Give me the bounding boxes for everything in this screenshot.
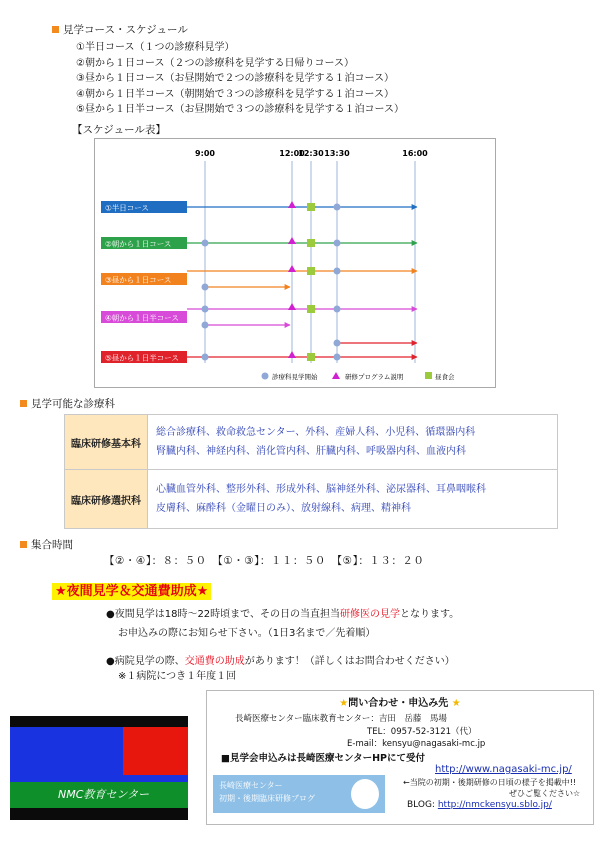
night-visit-note: お申込みの際にお知らせ下さい。（1日3名まで／先着順） bbox=[118, 628, 376, 639]
course-label-1: ①半日コース bbox=[105, 203, 149, 213]
program-marker-icon bbox=[288, 201, 296, 208]
visit-marker-icon bbox=[202, 354, 209, 361]
time-label: 9:00 bbox=[195, 149, 215, 158]
orange-square-icon bbox=[20, 541, 27, 548]
program-marker-icon bbox=[288, 265, 296, 272]
course-list bbox=[76, 40, 404, 118]
night-visit-text: ●夜間見学は18時～22時頃まで、その日の当直担当研修医の見学となります。 bbox=[106, 609, 460, 620]
course-item: ①半日コース（１つの診療科見学） bbox=[76, 42, 235, 53]
hp-link[interactable]: http://www.nagasaki-mc.jp/ bbox=[435, 764, 572, 775]
contact-title: ★問い合わせ・申込み先 ★ bbox=[339, 698, 461, 709]
time-label: 16:00 bbox=[402, 149, 428, 158]
legend-lunch-label: 昼食会 bbox=[435, 373, 455, 381]
legend-program-label: 研修プログラム説明 bbox=[345, 373, 404, 381]
logo-blue-block bbox=[10, 727, 123, 775]
logo-text: NMC教育センター bbox=[58, 788, 149, 801]
visit-marker-icon bbox=[202, 240, 209, 247]
visit-marker-icon bbox=[202, 284, 209, 291]
program-marker-icon bbox=[288, 351, 296, 358]
logo-red-block bbox=[123, 727, 188, 775]
course-item: ⑤昼から１日半コース（お昼開始で３つの診療科を見学する１泊コース） bbox=[76, 104, 404, 116]
visit-marker-icon bbox=[202, 306, 209, 313]
lunch-marker-icon bbox=[307, 305, 315, 313]
nmc-logo bbox=[10, 716, 188, 820]
blog-banner-line1: 長崎医療センター bbox=[219, 781, 283, 790]
blog-link-row: BLOG: http://nmckensyu.sblo.jp/ bbox=[407, 800, 552, 810]
course-label-3: ③昼から１日コース bbox=[105, 275, 172, 285]
schedule-heading: 【スケジュール表】 bbox=[72, 124, 166, 136]
blog-note-1: ←当院の初期・後期研修の日頃の様子を掲載中!! bbox=[403, 778, 577, 787]
time-label: 13:30 bbox=[324, 149, 350, 158]
lunch-marker-icon bbox=[307, 353, 315, 361]
promo-title: ★夜間見学＆交通費助成★ bbox=[52, 580, 211, 599]
legend-lunch-icon bbox=[425, 372, 432, 379]
contact-tel: TEL：0957-52-3121（代） bbox=[367, 727, 477, 737]
apply-note: ■見学会申込みは長崎医療センターHPにて受付 bbox=[221, 753, 426, 764]
courses-heading: 見学コース・スケジュール bbox=[52, 22, 188, 37]
star-icon: ★ bbox=[451, 698, 461, 709]
visit-marker-icon bbox=[202, 322, 209, 329]
meeting-times: 【②・④】：８：５０ 【①・③】：１１：５０ 【⑤】：１３：２０ bbox=[104, 555, 425, 567]
blog-banner[interactable] bbox=[213, 775, 385, 813]
logo-blue-stripe bbox=[10, 775, 188, 782]
visit-marker-icon bbox=[334, 240, 341, 247]
table-header-cell: 臨床研修選択科 bbox=[65, 470, 148, 529]
legend-visit-label: 診療科見学開始 bbox=[272, 373, 318, 381]
program-marker-icon bbox=[288, 303, 296, 310]
lunch-marker-icon bbox=[307, 203, 315, 211]
blog-link[interactable]: http://nmckensyu.sblo.jp/ bbox=[437, 800, 552, 810]
program-marker-icon bbox=[288, 237, 296, 244]
mascot-icon bbox=[351, 779, 379, 809]
table-data-cell: 総合診療科、救命救急センター、外科、産婦人科、小児科、循環器内科 腎臓内科、神経内科、消化管内科、肝臓内科、呼吸器内科、血液内科 bbox=[148, 415, 558, 470]
contact-email: E-mail：kensyu@nagasaki-mc.jp bbox=[347, 739, 486, 749]
departments-heading: 見学可能な診療科 bbox=[20, 396, 115, 411]
blog-note-2: ぜひご覧ください☆ bbox=[509, 789, 581, 798]
orange-square-icon bbox=[52, 26, 59, 33]
time-label: 12:00 bbox=[279, 149, 305, 158]
legend-visit-icon bbox=[262, 373, 269, 380]
table-row bbox=[65, 470, 558, 529]
legend-program-icon bbox=[332, 372, 340, 379]
table-header-cell: 臨床研修基本科 bbox=[65, 415, 148, 470]
course-label-4: ④朝から１日半コース bbox=[105, 313, 179, 323]
visit-marker-icon bbox=[334, 204, 341, 211]
travel-support-note: ※１病院につき１年度１回 bbox=[118, 671, 237, 682]
visit-marker-icon bbox=[334, 306, 341, 313]
visit-marker-icon bbox=[334, 354, 341, 361]
travel-support-text: ●病院見学の際、交通費の助成があります！（詳しくはお問合わせください） bbox=[106, 656, 455, 667]
schedule-svg bbox=[95, 139, 495, 387]
contact-names: 長崎医療センター臨床教育センター：吉田 岳藤 馬場 bbox=[235, 714, 447, 724]
visit-marker-icon bbox=[334, 268, 341, 275]
schedule-chart bbox=[94, 138, 496, 388]
departments-table bbox=[64, 414, 558, 529]
table-row bbox=[65, 415, 558, 470]
visit-marker-icon bbox=[334, 340, 341, 347]
time-label: 12:30 bbox=[298, 149, 324, 158]
time-gridlines bbox=[205, 161, 415, 363]
course-label-2: ②朝から１日コース bbox=[105, 239, 172, 249]
course-label-5: ⑤昼から１日半コース bbox=[105, 353, 179, 363]
course-item: ②朝から１日コース（２つの診療科を見学する日帰りコース） bbox=[76, 57, 354, 69]
blog-banner-line2: 初期・後期臨床研修ブログ bbox=[219, 794, 315, 803]
course-item: ④朝から１日半コース（朝開始で３つの診療科を見学する１泊コース） bbox=[76, 88, 394, 100]
contact-box bbox=[206, 690, 594, 825]
orange-square-icon bbox=[20, 400, 27, 407]
lunch-marker-icon bbox=[307, 239, 315, 247]
meeting-heading: 集合時間 bbox=[20, 537, 73, 552]
star-icon: ★ bbox=[339, 698, 349, 709]
lunch-marker-icon bbox=[307, 267, 315, 275]
course-item: ③昼から１日コース（お昼開始で２つの診療科を見学する１泊コース） bbox=[76, 73, 394, 85]
table-data-cell: 心臓血管外科、整形外科、形成外科、脳神経外科、泌尿器科、耳鼻咽喉科 皮膚科、麻酔科（金曜日のみ）、放射線科、病理、精神科 bbox=[148, 470, 558, 529]
